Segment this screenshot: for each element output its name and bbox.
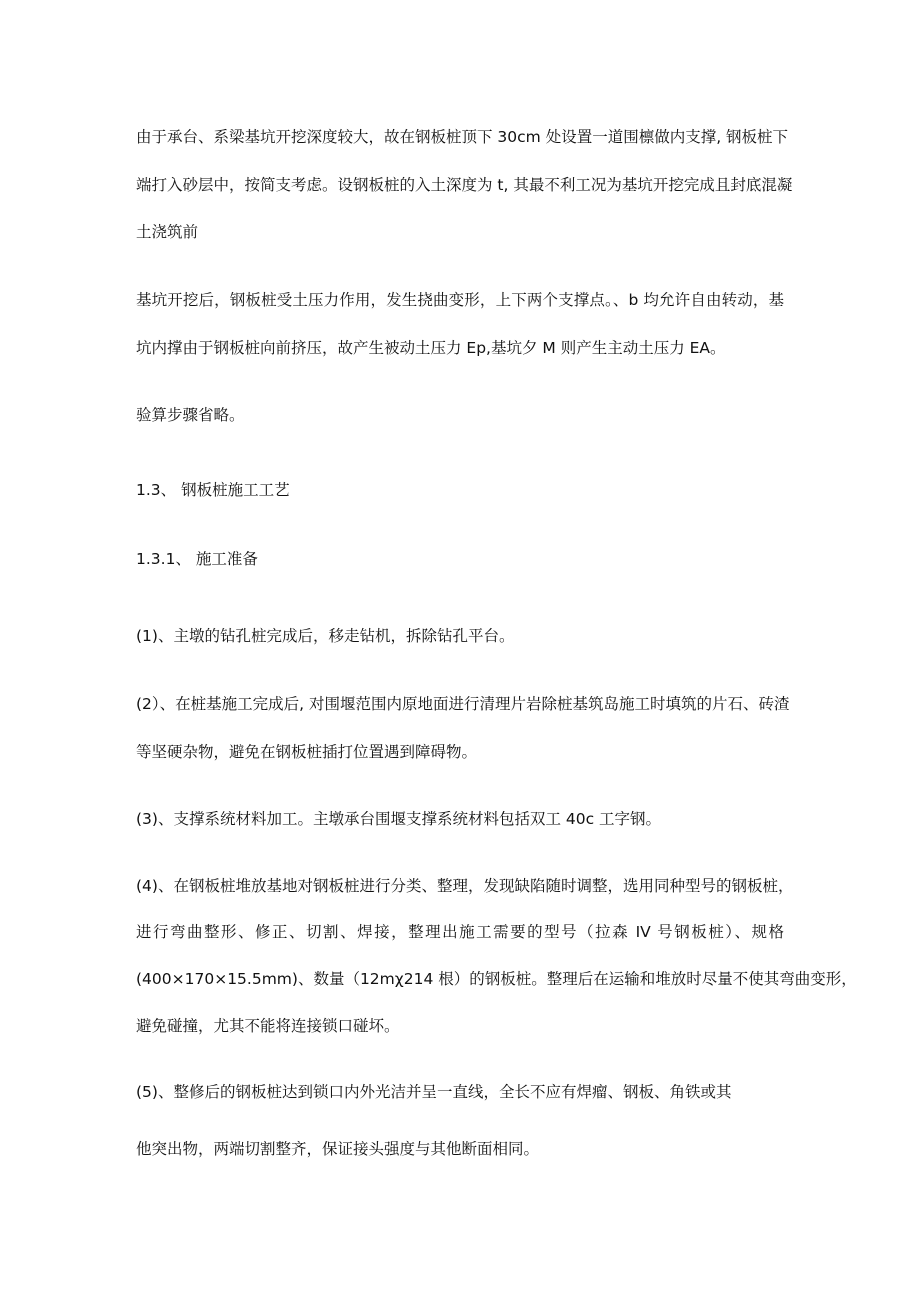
section-heading-1-3: 1.3、 钢板桩施工工艺 [136,481,290,499]
item-4-line-4: 避免碰撞，尤其不能将连接锁口碰坏。 [136,1017,400,1035]
item-4-line-3: (400×170×15.5mm)、数量（12mχ214 根）的钢板桩。整理后在运输和堆放时尽量不使其弯曲变形， [136,970,857,988]
item-4-line-2: 进行弯曲整形、修正、切割、焊接，整理出施工需要的型号（拉森 IV 号钢板桩）、规格 [136,923,784,941]
item-2-line-2: 等坚硬杂物，避免在钢板桩插打位置遇到障碍物。 [136,743,478,761]
paragraph-1-line-2: 端打入砂层中，按简支考虑。设钢板桩的入土深度为 t, 其最不利工况为基坑开挖完成且封底混凝 [136,176,793,194]
item-3-line-1: (3)、支撑系统材料加工。主墩承台围堰支撑系统材料包括双工 40c 工字钢。 [136,810,662,828]
paragraph-1-line-1: 由于承台、系梁基坑开挖深度较大，故在钢板桩顶下 30cm 处设置一道围檩做内支撑, 钢板桩下 [136,128,789,146]
item-4-line-1: (4)、在钢板桩堆放基地对钢板桩进行分类、整理，发现缺陷随时调整，选用同种型号的钢板桩， [136,877,794,895]
paragraph-2-line-2: 坑内撑由于钢板桩向前挤压，故产生被动土压力 Ep,基坑夕 M 则产生主动土压力 EA。 [136,339,726,357]
paragraph-3-line-1: 验算步骤省略。 [136,406,245,424]
section-heading-1-3-1: 1.3.1、 施工准备 [136,550,258,568]
paragraph-2-line-1: 基坑开挖后，钢板桩受土压力作用，发生挠曲变形，上下两个支撑点。、b 均允许自由转动，基 [136,291,784,309]
item-5-line-1: (5)、整修后的钢板桩达到锁口内外光洁并呈一直线，全长不应有焊瘤、钢板、角铁或其 [136,1083,732,1101]
item-5-line-2: 他突出物，两端切割整齐，保证接头强度与其他断面相同。 [136,1140,540,1158]
item-2-line-1: (2）、在桩基施工完成后, 对围堰范围内原地面进行清理片岩除桩基筑岛施工时填筑的片石、砖渣 [136,695,790,713]
item-1-line-1: (1)、主墩的钻孔桩完成后，移走钻机，拆除钻孔平台。 [136,627,515,645]
paragraph-1-line-3: 土浇筑前 [136,223,199,241]
